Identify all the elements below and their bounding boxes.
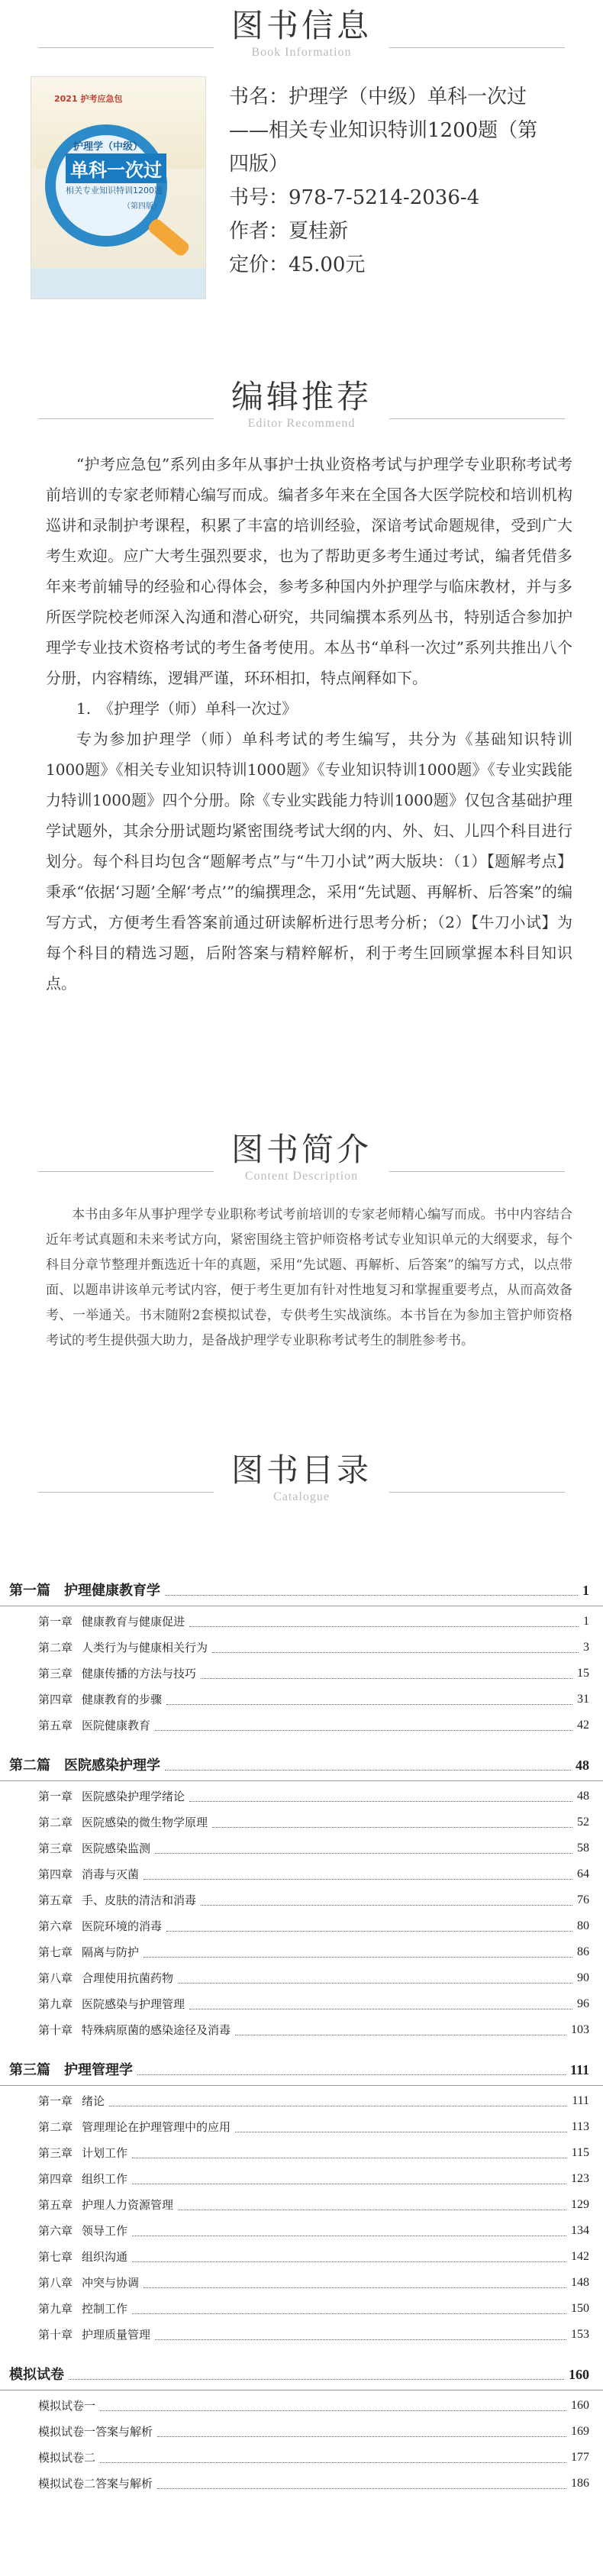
toc-chapter-page: 150 — [571, 2302, 589, 2315]
toc-chapter-title: 控制工作 — [82, 2302, 128, 2316]
cover-line3: 相关专业知识特训1200题 — [66, 186, 163, 195]
toc-chapter-number: 模拟试卷一答案与解析 — [38, 2425, 153, 2439]
toc-chapter-title: 管理理论在护理管理中的应用 — [82, 2120, 231, 2134]
toc-chapter-row — [0, 1687, 603, 1712]
toc-chapter-number: 第一章 — [38, 2094, 73, 2108]
book-author: 作者：夏桂新 — [229, 220, 349, 243]
intro-heading — [0, 1130, 603, 1183]
toc-chapter-number: 第九章 — [38, 2302, 73, 2316]
toc-chapter-number: 第六章 — [38, 2224, 73, 2238]
toc-chapter-page: 115 — [571, 2146, 589, 2159]
table-of-contents — [0, 1577, 603, 2497]
editor-heading — [0, 377, 603, 431]
toc-chapter-title: 医院感染与护理管理 — [82, 1997, 185, 2011]
cover-line1: 护理学（中级） — [73, 141, 143, 153]
toc-chapter-page: 48 — [577, 1790, 589, 1803]
toc-chapter-number: 第一章 — [38, 1790, 73, 1803]
toc-chapter-page: 160 — [571, 2399, 589, 2412]
toc-chapter-row — [0, 1712, 603, 1738]
editor-paragraph: 1. 《护理学（师）单科一次过》 — [76, 699, 298, 718]
editor-subtitle: Editor Recommend — [247, 417, 356, 430]
cover-badge: 2021 护考应急包 — [54, 94, 123, 104]
toc-chapter-number: 模拟试卷一 — [38, 2399, 96, 2413]
toc-chapter-row — [0, 2114, 603, 2140]
toc-chapter-title: 组织沟通 — [82, 2250, 128, 2264]
toc-chapter-number: 第四章 — [38, 2172, 73, 2186]
toc-chapter-row — [0, 2088, 603, 2114]
toc-chapter-number: 第二章 — [38, 2120, 73, 2134]
editor-recommend-text — [46, 449, 572, 999]
toc-chapter-row — [0, 1835, 603, 1861]
toc-chapter-title: 计划工作 — [82, 2146, 128, 2160]
divider — [38, 47, 214, 48]
toc-chapter-title: 领导工作 — [82, 2224, 128, 2238]
toc-chapter-page: 113 — [571, 2120, 589, 2133]
toc-chapter-page: 86 — [577, 1945, 589, 1958]
toc-chapter-row — [0, 1635, 603, 1661]
book-name-line2: ——相关专业知识特训1200题（第 — [229, 119, 538, 142]
divider — [38, 418, 214, 419]
divider — [0, 1780, 603, 1781]
toc-chapter-page: 153 — [571, 2328, 589, 2341]
toc-chapter-page: 31 — [577, 1693, 589, 1706]
intro-subtitle: Content Description — [244, 1170, 359, 1183]
divider — [389, 1492, 565, 1493]
toc-chapter-row — [0, 1965, 603, 1991]
divider — [0, 2085, 603, 2086]
book-info-subtitle: Book Information — [251, 46, 352, 59]
toc-part-page: 1 — [582, 1583, 589, 1598]
editor-title: 编辑推荐 — [231, 378, 372, 415]
toc-chapter-page: 142 — [571, 2250, 589, 2263]
toc-chapter-row — [0, 2270, 603, 2296]
toc-part — [0, 2057, 603, 2083]
toc-chapter-number: 第七章 — [38, 1945, 73, 1959]
toc-chapter-number: 第八章 — [38, 2276, 73, 2290]
toc-chapter-row — [0, 2471, 603, 2497]
toc-chapter-title: 特殊病原菌的感染途径及消毒 — [82, 2023, 231, 2037]
toc-chapter-number: 第七章 — [38, 2250, 73, 2264]
catalogue-subtitle: Catalogue — [273, 1490, 330, 1503]
toc-chapter-number: 第八章 — [38, 1971, 73, 1985]
toc-chapter-title: 医院感染的微生物学原理 — [82, 1816, 208, 1829]
toc-chapter-title: 护理人力资源管理 — [82, 2198, 174, 2212]
toc-chapter-title: 健康教育与健康促进 — [82, 1615, 185, 1629]
toc-chapter-title: 消毒与灭菌 — [82, 1867, 140, 1881]
book-price: 定价：45.00元 — [229, 253, 366, 276]
toc-chapter-row — [0, 1913, 603, 1939]
book-name-line3: 四版） — [229, 153, 289, 176]
toc-chapter-number: 模拟试卷二 — [38, 2451, 96, 2465]
toc-chapter-number: 第四章 — [38, 1867, 73, 1881]
toc-chapter-title: 医院环境的消毒 — [82, 1919, 163, 1933]
book-info-block — [229, 80, 537, 282]
toc-chapter-number: 第三章 — [38, 2146, 73, 2160]
toc-chapter-page: 42 — [577, 1719, 589, 1732]
toc-chapter-row — [0, 2419, 603, 2445]
toc-chapter-number: 第四章 — [38, 1693, 73, 1706]
toc-chapter-title: 医院健康教育 — [82, 1719, 151, 1732]
cover-line4: （第四版） — [123, 202, 161, 211]
catalogue-heading — [0, 1451, 603, 1504]
toc-chapter-row — [0, 1609, 603, 1635]
toc-chapter-page: 177 — [571, 2451, 589, 2464]
toc-chapter-row — [0, 2166, 603, 2192]
toc-chapter-title: 合理使用抗菌药物 — [82, 1971, 174, 1985]
toc-chapter-row — [0, 1661, 603, 1687]
toc-chapter-row — [0, 1887, 603, 1913]
toc-chapter-number: 第五章 — [38, 1719, 73, 1732]
toc-chapter-number: 第十章 — [38, 2023, 73, 2037]
toc-chapter-title: 组织工作 — [82, 2172, 128, 2186]
toc-chapter-page: 103 — [571, 2023, 589, 2036]
divider — [38, 1171, 214, 1172]
toc-chapter-row — [0, 2140, 603, 2166]
toc-part-page: 111 — [569, 2062, 589, 2077]
intro-paragraph: 本书由多年从事护理学专业职称考试考前培训的专家老师精心编写而成。书中内容结合近年考试真题和未来考试方向，紧密围绕主管护师资格考试专业知识单元的大纲要求，每个科目分章节整理并甄选近十年的真题，采用“先试题、再解析、后答案”的编写方式，以点带面、以题串讲该单元考试内容，便于考生更加有针对性地复习和掌握重要考点，从而高效备考、一举通关。书末随附2套模拟试卷，专供考生实战演练。本书旨在为参加主管护师资格考试的考生提供强大助力，是备战护理学专业职称考试考生的制胜参考书。 — [46, 1207, 572, 1348]
toc-chapter-number: 第五章 — [38, 2198, 73, 2212]
toc-chapter-page: 76 — [577, 1893, 589, 1906]
toc-chapter-page: 58 — [577, 1842, 589, 1855]
toc-chapter-row — [0, 2445, 603, 2471]
toc-chapter-row — [0, 2218, 603, 2244]
toc-chapter-title: 绪论 — [82, 2094, 105, 2108]
toc-part-page: 160 — [569, 2367, 589, 2382]
toc-chapter-row — [0, 1784, 603, 1809]
toc-chapter-row — [0, 2244, 603, 2270]
toc-part — [0, 1577, 603, 1603]
toc-chapter-page: 129 — [571, 2198, 589, 2211]
toc-chapter-number: 第三章 — [38, 1842, 73, 1855]
toc-part — [0, 2361, 603, 2387]
book-name-line1: 书名：护理学（中级）单科一次过 — [229, 86, 527, 108]
toc-part — [0, 1752, 603, 1778]
toc-part-label: 模拟试卷 — [9, 2367, 64, 2382]
toc-chapter-number: 第六章 — [38, 1919, 73, 1933]
editor-paragraph: “护考应急包”系列由多年从事护士执业资格考试与护理学专业职称考试考前培训的专家老师精心编写而成。编者多年来在全国各大医学院校和培训机构巡讲和录制护考课程，积累了丰富的培训经验，深谙考试命题规律，受到广大考生欢迎。应广大考生强烈要求，也为了帮助更多考生通过考试，编者凭借多年来考前辅导的经验和心得体会，参考多种国内外护理学与临床教材，并与多所医学院校老师深入沟通和潜心研究，共同编撰本系列丛书，特别适合参加护理学专业技术资格考试的考生备考使用。本丛书“单科一次过”系列共推出八个分册，内容精练，逻辑严谨，环环相扣，特点阐释如下。 — [46, 455, 572, 687]
divider — [389, 1171, 565, 1172]
divider — [389, 47, 565, 48]
toc-chapter-title: 护理质量管理 — [82, 2328, 151, 2342]
divider — [389, 418, 565, 419]
toc-chapter-number: 第三章 — [38, 1667, 73, 1680]
toc-chapter-title: 健康传播的方法与技巧 — [82, 1667, 197, 1680]
toc-chapter-number: 模拟试卷二答案与解析 — [38, 2477, 153, 2490]
toc-chapter-row — [0, 2393, 603, 2419]
toc-chapter-page: 3 — [583, 1641, 589, 1654]
book-cover-image — [31, 76, 206, 299]
toc-part-label: 第二篇 医院感染护理学 — [9, 1758, 160, 1773]
toc-chapter-title: 医院感染护理学绪论 — [82, 1790, 185, 1803]
toc-chapter-row — [0, 1991, 603, 2017]
catalogue-title: 图书目录 — [231, 1451, 372, 1489]
book-info-title: 图书信息 — [231, 7, 372, 44]
toc-chapter-page: 148 — [571, 2276, 589, 2289]
toc-chapter-row — [0, 1809, 603, 1835]
toc-chapter-page: 96 — [577, 1997, 589, 2010]
toc-chapter-number: 第九章 — [38, 1997, 73, 2011]
toc-chapter-title: 冲突与协调 — [82, 2276, 140, 2290]
toc-chapter-number: 第二章 — [38, 1816, 73, 1829]
toc-chapter-number: 第一章 — [38, 1615, 73, 1629]
toc-chapter-number: 第二章 — [38, 1641, 73, 1654]
intro-title: 图书简介 — [231, 1131, 372, 1168]
toc-chapter-title: 健康教育的步骤 — [82, 1693, 163, 1706]
toc-chapter-title: 隔离与防护 — [82, 1945, 140, 1959]
toc-chapter-page: 15 — [577, 1667, 589, 1680]
toc-chapter-row — [0, 1939, 603, 1965]
toc-chapter-page: 134 — [571, 2224, 589, 2237]
toc-chapter-title: 人类行为与健康相关行为 — [82, 1641, 208, 1654]
toc-chapter-row — [0, 2296, 603, 2322]
toc-chapter-page: 186 — [571, 2477, 589, 2490]
toc-chapter-page: 169 — [571, 2425, 589, 2438]
toc-chapter-title: 手、皮肤的清洁和消毒 — [82, 1893, 197, 1907]
toc-chapter-number: 第十章 — [38, 2328, 73, 2342]
toc-chapter-row — [0, 2017, 603, 2043]
toc-chapter-number: 第五章 — [38, 1893, 73, 1907]
toc-part-label: 第三篇 护理管理学 — [9, 2062, 133, 2077]
cover-line2: 单科一次过 — [66, 153, 166, 183]
toc-part-label: 第一篇 护理健康教育学 — [9, 1583, 160, 1598]
toc-chapter-title: 医院感染监测 — [82, 1842, 151, 1855]
intro-text — [46, 1202, 572, 1354]
editor-paragraph: 专为参加护理学（师）单科考试的考生编写，共分为《基础知识特训1000题》《相关专业知识特训1000题》《专业知识特训1000题》《专业实践能力特训1000题》四个分册。除《专业实践能力特训1000题》仅包含基础护理学试题外，其余分册试题均紧密围绕考试大纲的内、外、妇、儿四个科目进行划分。每个科目均包含“题解考点”与“牛刀小试”两大版块：（1）【题解考点】秉承“依据‘习题’全解‘考点’”的编撰理念，采用“先试题、再解析、后答案”的编写方式，方便考生看答案前通过研读解析进行思考分析；（2）【牛刀小试】为每个科目的精选习题，后附答案与精粹解析，利于考生回顾掌握本科目知识点。 — [46, 730, 572, 993]
toc-chapter-page: 52 — [577, 1816, 589, 1829]
toc-chapter-page: 111 — [572, 2094, 589, 2107]
book-info-heading — [0, 6, 603, 60]
toc-chapter-page: 80 — [577, 1919, 589, 1932]
toc-part-page: 48 — [576, 1758, 589, 1773]
divider — [38, 1492, 214, 1493]
toc-chapter-page: 123 — [571, 2172, 589, 2185]
toc-chapter-page: 1 — [583, 1615, 589, 1628]
toc-chapter-row — [0, 2192, 603, 2218]
toc-chapter-row — [0, 1861, 603, 1887]
toc-chapter-row — [0, 2322, 603, 2348]
book-isbn: 书号：978-7-5214-2036-4 — [229, 186, 480, 209]
toc-chapter-page: 64 — [577, 1867, 589, 1880]
toc-chapter-page: 90 — [577, 1971, 589, 1984]
